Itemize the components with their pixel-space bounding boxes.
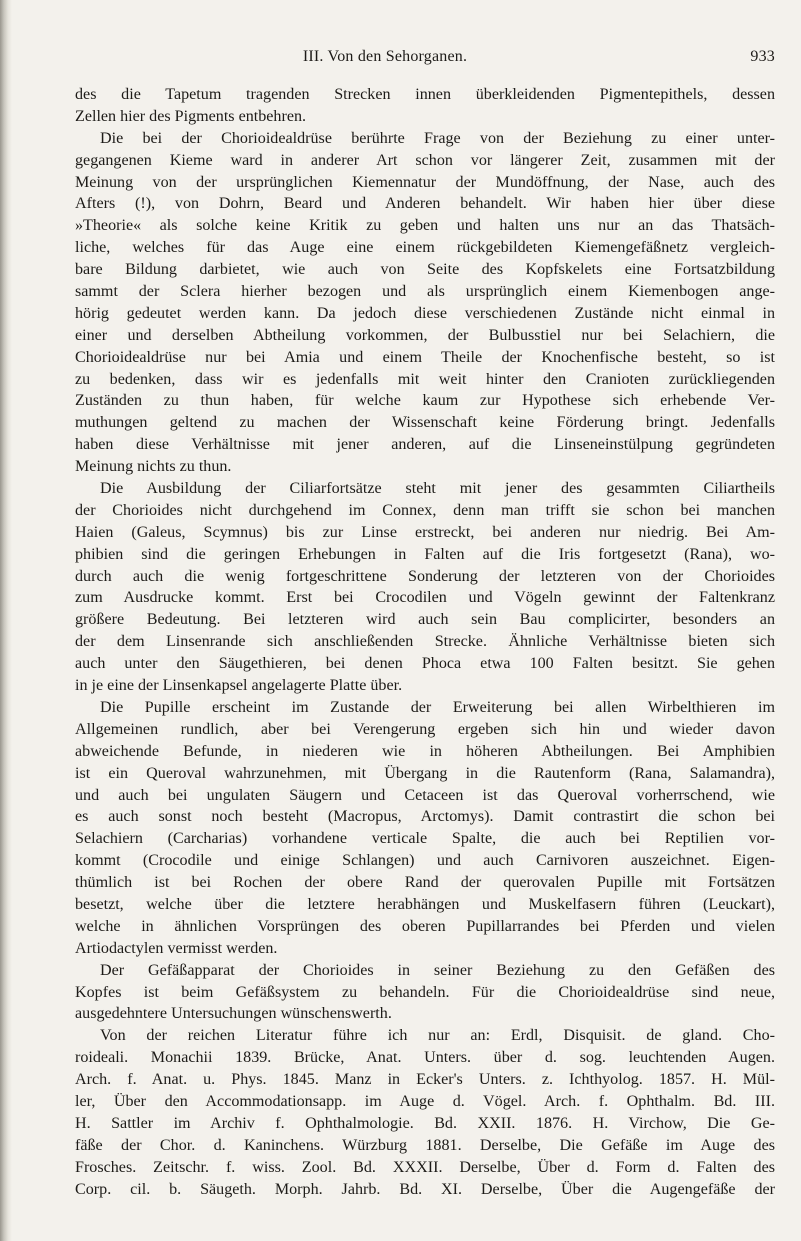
text-line: sammt der Sclera hierher bezogen und als ursprünglich einem Kiemenbogen ange-	[75, 283, 775, 301]
text-line: Der Gefäßapparat der Chorioides in seiner Beziehung zu den Gefäßen des	[100, 961, 775, 979]
text-line: Zuständen zu thun haben, für welche kaum zur Hypothese sich erhebende Ver-	[75, 392, 775, 410]
text-line: H. Sattler im Archiv f. Ophthalmologie. Bd. XXII. 1876. H. Virchow, Die Ge-	[75, 1114, 775, 1132]
text-line: ler, Über den Accommodationsapp. im Auge d. Vögel. Arch. f. Ophthalm. Bd. III.	[75, 1092, 775, 1110]
text-line: Die Pupille erscheint im Zustande der Erweiterung bei allen Wirbelthieren im	[100, 698, 775, 716]
text-line: Meinung nichts zu thun.	[75, 458, 232, 476]
text-line: abweichende Befunde, in niederen wie in höheren Abtheilungen. Bei Amphibien	[75, 742, 775, 760]
text-line: Artiodactylen vermisst werden.	[75, 939, 278, 957]
text-line: thümlich ist bei Rochen der obere Rand der querovalen Pupille mit Fortsätzen	[75, 874, 775, 892]
running-title: III. Von den Sehorganen.	[302, 48, 468, 65]
text-line: muthungen geltend zu machen der Wissenschaft keine Förderung bringt. Jedenfalls	[75, 414, 775, 432]
text-line: Frosches. Zeitschr. f. wiss. Zool. Bd. XXXII. Derselbe, Über d. Form d. Falten des	[75, 1158, 775, 1176]
text-line: Zellen hier des Pigments entbehren.	[75, 107, 307, 125]
text-line: Haien (Galeus, Scymnus) bis zur Linse erstreckt, bei anderen nur niedrig. Bei Am-	[75, 523, 775, 541]
text-line: Kopfes ist beim Gefäßsystem zu behandeln. Für die Chorioidealdrüse sind neue,	[75, 983, 775, 1001]
text-line: phibien sind die geringen Erhebungen in Falten auf die Iris fortgesetzt (Rana), wo-	[75, 545, 775, 563]
text-line: liche, welches für das Auge eine einem rückgebildeten Kiemengefäßnetz vergleich-	[75, 239, 775, 257]
text-line: ist ein Queroval wahrzunehmen, mit Übergang in die Rautenform (Rana, Salamandra),	[75, 764, 775, 782]
text-line: in je eine der Linsenkapsel angelagerte Platte über.	[75, 677, 403, 695]
text-line: der dem Linsenrande sich anschließenden Strecke. Ähnliche Verhältnisse bieten sich	[75, 633, 775, 651]
text-line: zu bedenken, dass wir es jedenfalls mit weit hinter den Cranioten zurückliegenden	[75, 370, 775, 388]
text-line: Von der reichen Literatur führe ich nur an: Erdl, Disquisit. de gland. Cho-	[100, 1027, 775, 1045]
text-line: Corp. cil. b. Säugeth. Morph. Jahrb. Bd. XI. Derselbe, Über die Augengefäße der	[75, 1180, 775, 1198]
text-line: bare Bildung darbietet, wie auch von Seite des Kopfskelets eine Fortsatzbildung	[75, 261, 775, 279]
text-line: Die Ausbildung der Ciliarfortsätze steht mit jener des gesammten Ciliartheils	[100, 480, 775, 498]
text-line: welche in ähnlichen Vorsprüngen des oberen Pupillarrandes bei Pferden und vielen	[75, 917, 775, 935]
text-line: zum Ausdrucke kommt. Erst bei Crocodilen und Vögeln gewinnt der Faltenkranz	[75, 589, 775, 607]
text-line: auch unter den Säugethieren, bei denen Phoca etwa 100 Falten besitzt. Sie gehen	[75, 655, 775, 673]
text-line: Die bei der Chorioidealdrüse berührte Frage von der Beziehung zu einer unter-	[100, 129, 775, 147]
text-line: durch auch die wenig fortgeschrittene Sonderung der letzteren von der Chorioides	[75, 567, 775, 585]
text-line: gegangenen Kieme ward in anderer Art schon vor längerer Zeit, zusammen mit der	[75, 151, 775, 169]
text-line: besetzt, welche über die letztere herabhängen und Muskelfasern führen (Leuckart),	[75, 895, 775, 913]
text-line: der Chorioides nicht durchgehend im Connex, denn man trifft sie schon bei manchen	[75, 501, 775, 519]
text-line: fäße der Chor. d. Kaninchens. Würzburg 1881. Derselbe, Die Gefäße im Auge des	[75, 1136, 775, 1154]
page-binding-edge	[0, 0, 12, 1241]
running-header	[75, 48, 775, 70]
text-line: des die Tapetum tragenden Strecken innen überkleidenden Pigmentepithels, dessen	[75, 86, 775, 103]
text-line: Selachiern (Carcharias) vorhandene verticale Spalte, die auch bei Reptilien vor-	[75, 830, 775, 848]
text-line: einer und derselben Abtheilung vorkommen, der Bulbusstiel nur bei Selachiern, die	[75, 326, 775, 344]
text-line: ausgedehntere Untersuchungen wünschenswerth.	[75, 1005, 392, 1023]
text-line: Arch. f. Anat. u. Phys. 1845. Manz in Ecker's Unters. z. Ichthyolog. 1857. H. Mül-	[75, 1071, 775, 1089]
text-line: kommt (Crocodile und einige Schlangen) und auch Carnivoren auszeichnet. Eigen-	[75, 852, 775, 870]
text-line: und auch bei ungulaten Säugern und Cetaceen ist das Queroval vorherrschend, wie	[75, 786, 775, 804]
text-line: Chorioidealdrüse nur bei Amia und einem Theile der Knochenfische besteht, so ist	[75, 348, 775, 366]
text-line: Allgemeinen rundlich, aber bei Verengerung ergeben sich hin und wieder davon	[75, 720, 775, 738]
text-line: es auch sonst noch besteht (Macropus, Arctomys). Damit contrastirt die schon bei	[75, 808, 775, 826]
text-line: größere Bedeutung. Bei letzteren wird auch sein Bau complicirter, besonders an	[75, 611, 775, 629]
body-text	[75, 84, 775, 1200]
text-line: »Theorie« als solche keine Kritik zu geben und halten uns nur an das Thatsäch-	[75, 217, 775, 235]
text-line: roideali. Monachii 1839. Brücke, Anat. Unters. über d. sog. leuchtenden Augen.	[75, 1049, 775, 1067]
text-line: haben diese Verhältnisse mit jener anderen, auf die Linseneinstülpung gegründeten	[75, 436, 775, 454]
text-line: hörig gedeutet werden kann. Da jedoch diese verschiedenen Zustände nicht einmal in	[75, 304, 775, 322]
text-line: Afters (!), von Dohrn, Beard und Anderen behandelt. Wir haben hier über diese	[75, 195, 775, 213]
text-line: Meinung von der ursprünglichen Kiemennatur der Mundöffnung, der Nase, auch des	[75, 173, 775, 191]
page-number: 933	[750, 48, 775, 65]
